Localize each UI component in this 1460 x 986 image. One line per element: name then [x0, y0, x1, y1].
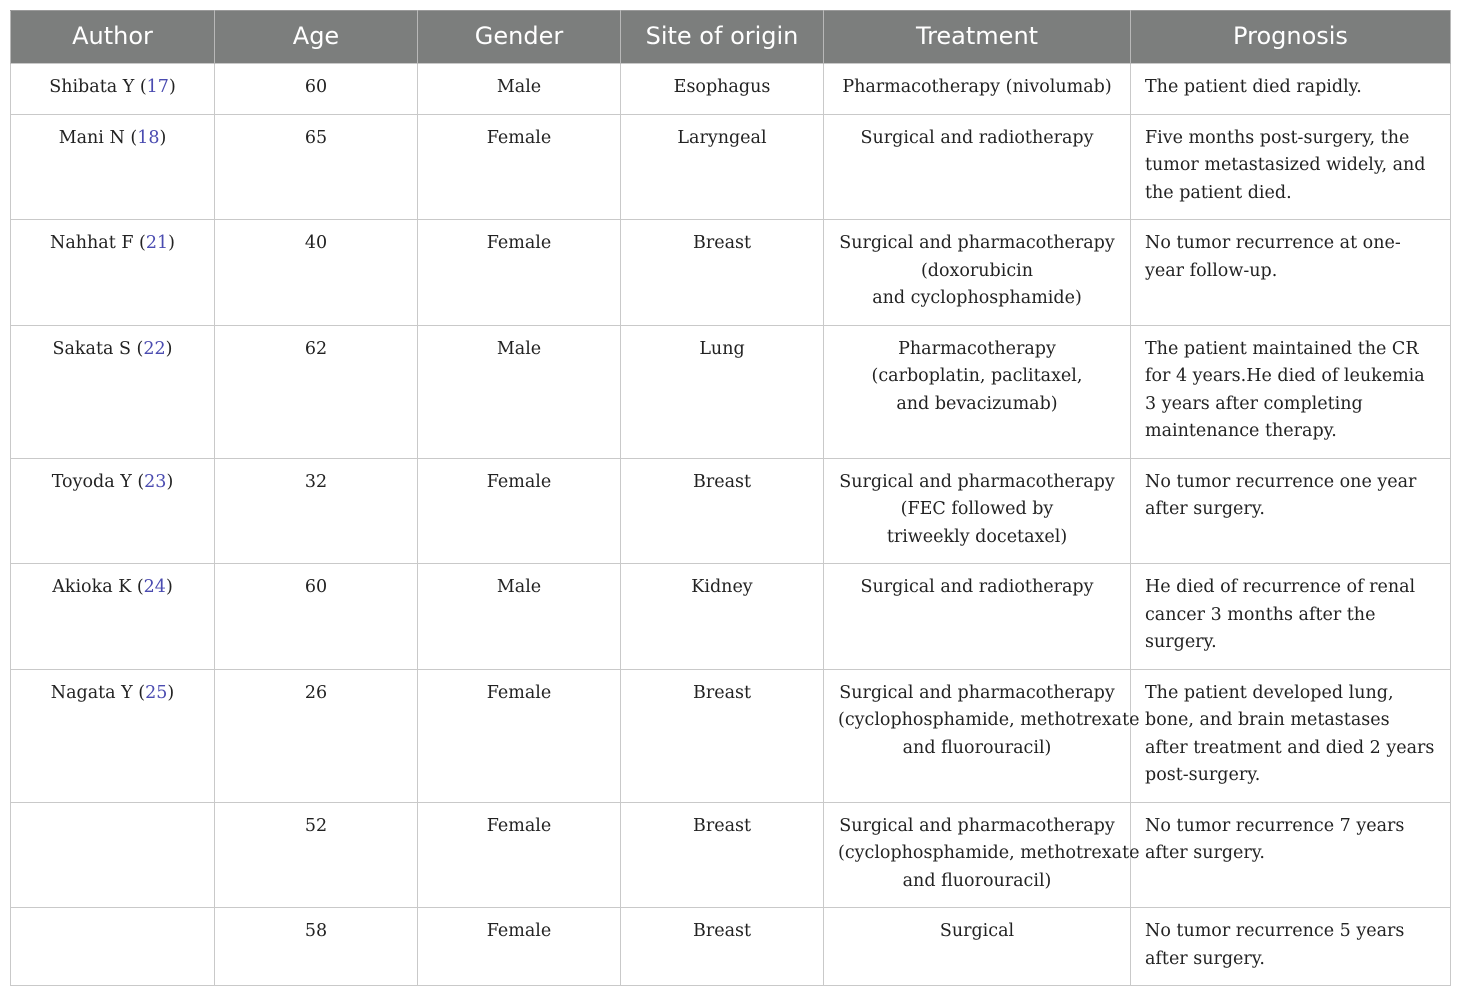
header-prognosis: Prognosis	[1131, 11, 1451, 64]
header-author: Author	[11, 11, 215, 64]
header-row	[11, 11, 1451, 64]
treatment-line: Surgical	[939, 921, 1015, 941]
citation: (17)	[134, 77, 176, 97]
treatment-line: (carboplatin, paclitaxel,	[871, 366, 1083, 386]
citation: (23)	[131, 471, 174, 492]
treatment-cell	[824, 64, 1131, 115]
prognosis-cell: No tumor recurrence 5 years after surgery.	[1131, 908, 1451, 986]
author-cell	[11, 325, 215, 458]
header-site-of-origin: Site of origin	[621, 11, 824, 64]
author-cell	[11, 458, 215, 564]
treatment-line: (cyclophosphamide, methotrexate	[838, 843, 1140, 863]
case-reports-table	[10, 10, 1451, 986]
treatment-line: (doxorubicin	[920, 260, 1034, 281]
reference-link[interactable]: 22	[143, 338, 166, 359]
treatment-cell	[824, 908, 1131, 986]
reference-link[interactable]: 24	[143, 577, 166, 597]
reference-link[interactable]: 21	[145, 233, 169, 253]
citation: (22)	[130, 338, 173, 359]
author-name: Shibata Y	[49, 77, 135, 97]
treatment-cell	[824, 802, 1140, 908]
author-cell	[11, 64, 215, 115]
prognosis-cell: The patient maintained the CR for 4 years.He died of leukemia 3 years after completing maintenance therapy.	[1131, 325, 1451, 458]
gender-cell: Female	[418, 458, 621, 564]
table-header	[11, 11, 1451, 64]
reference-link[interactable]: 18	[137, 127, 160, 148]
site-cell: Breast	[621, 220, 824, 326]
age-cell: 60	[215, 64, 418, 115]
treatment-line: Surgical and pharmacotherapy	[839, 682, 1115, 703]
site-cell: Laryngeal	[621, 114, 824, 220]
prognosis-cell: No tumor recurrence one year after surgery.	[1131, 458, 1451, 564]
citation: (24)	[131, 577, 173, 597]
treatment-line: (FEC followed by	[900, 499, 1054, 519]
author-cell	[11, 114, 215, 220]
prognosis-cell: The patient developed lung, bone, and brain metastases after treatment and died 2 years post-surgery.	[1131, 669, 1451, 802]
header-gender: Gender	[418, 11, 621, 64]
reference-link[interactable]: 17	[146, 77, 169, 97]
age-cell: 62	[215, 325, 418, 458]
table-row	[11, 564, 1451, 670]
table-row	[11, 220, 1451, 326]
table-row	[11, 908, 1451, 986]
treatment-cell	[824, 458, 1131, 564]
treatment-cell	[824, 325, 1131, 458]
site-cell: Breast	[621, 458, 824, 564]
age-cell: 60	[215, 564, 418, 670]
treatment-line: and fluorouracil)	[902, 870, 1052, 891]
site-cell: Lung	[621, 325, 824, 458]
reference-link[interactable]: 23	[144, 471, 167, 492]
treatment-line: (cyclophosphamide, methotrexate	[838, 710, 1140, 730]
treatment-line: Surgical and pharmacotherapy	[839, 233, 1115, 253]
site-cell: Esophagus	[621, 64, 824, 115]
table-row	[11, 325, 1451, 458]
treatment-line: and fluorouracil)	[902, 737, 1052, 758]
site-cell: Breast	[621, 802, 824, 908]
treatment-line: triweekly docetaxel)	[886, 526, 1068, 547]
gender-cell: Male	[418, 564, 621, 670]
table-row	[11, 458, 1451, 564]
treatment-cell	[824, 669, 1140, 802]
gender-cell: Female	[418, 908, 621, 986]
citation: (21)	[133, 233, 175, 253]
author-cell	[11, 908, 215, 986]
author-cell	[11, 802, 215, 908]
author-name: Sakata S	[52, 338, 131, 359]
prognosis-cell: No tumor recurrence at one-year follow-up.	[1131, 220, 1451, 326]
author-name: Mani N	[58, 127, 125, 148]
gender-cell: Female	[418, 669, 621, 802]
treatment-line: Surgical and pharmacotherapy	[839, 815, 1115, 836]
gender-cell: Male	[418, 64, 621, 115]
reference-link[interactable]: 25	[145, 682, 168, 703]
site-cell: Kidney	[621, 564, 824, 670]
header-treatment: Treatment	[824, 11, 1131, 64]
table-row	[11, 669, 1451, 802]
treatment-cell	[824, 220, 1131, 326]
table-row	[11, 114, 1451, 220]
author-cell	[11, 564, 215, 670]
citation: (18)	[124, 127, 167, 148]
author-cell	[11, 220, 215, 326]
treatment-line: and cyclophosphamide)	[872, 288, 1082, 308]
treatment-line: and bevacizumab)	[896, 393, 1058, 414]
gender-cell: Female	[418, 220, 621, 326]
author-name: Nahhat F	[50, 233, 134, 253]
gender-cell: Female	[418, 802, 621, 908]
table-row	[11, 64, 1451, 115]
prognosis-cell: The patient died rapidly.	[1131, 64, 1451, 115]
treatment-line: Surgical and radiotherapy	[860, 127, 1094, 148]
treatment-cell	[824, 564, 1131, 670]
treatment-line: Surgical and radiotherapy	[860, 577, 1094, 597]
treatment-line: Pharmacotherapy	[898, 338, 1056, 359]
age-cell: 40	[215, 220, 418, 326]
gender-cell: Male	[418, 325, 621, 458]
author-cell	[11, 669, 215, 802]
author-name: Akioka K	[52, 577, 132, 597]
age-cell: 65	[215, 114, 418, 220]
gender-cell: Female	[418, 114, 621, 220]
site-cell: Breast	[621, 669, 824, 802]
author-name: Nagata Y	[50, 682, 133, 703]
age-cell: 32	[215, 458, 418, 564]
prognosis-cell: Five months post-surgery, the tumor metastasized widely, and the patient died.	[1131, 114, 1451, 220]
prognosis-cell: No tumor recurrence 7 years after surgery.	[1131, 802, 1451, 908]
treatment-line: Pharmacotherapy (nivolumab)	[842, 77, 1112, 97]
site-cell: Breast	[621, 908, 824, 986]
treatment-line: Surgical and pharmacotherapy	[839, 471, 1115, 492]
age-cell: 26	[215, 669, 418, 802]
author-name: Toyoda Y	[51, 471, 132, 492]
citation: (25)	[132, 682, 175, 703]
table-body	[11, 64, 1451, 986]
treatment-cell	[824, 114, 1131, 220]
age-cell: 52	[215, 802, 418, 908]
table-row	[11, 802, 1451, 908]
header-age: Age	[215, 11, 418, 64]
prognosis-cell: He died of recurrence of renal cancer 3 months after the surgery.	[1131, 564, 1451, 670]
age-cell: 58	[215, 908, 418, 986]
